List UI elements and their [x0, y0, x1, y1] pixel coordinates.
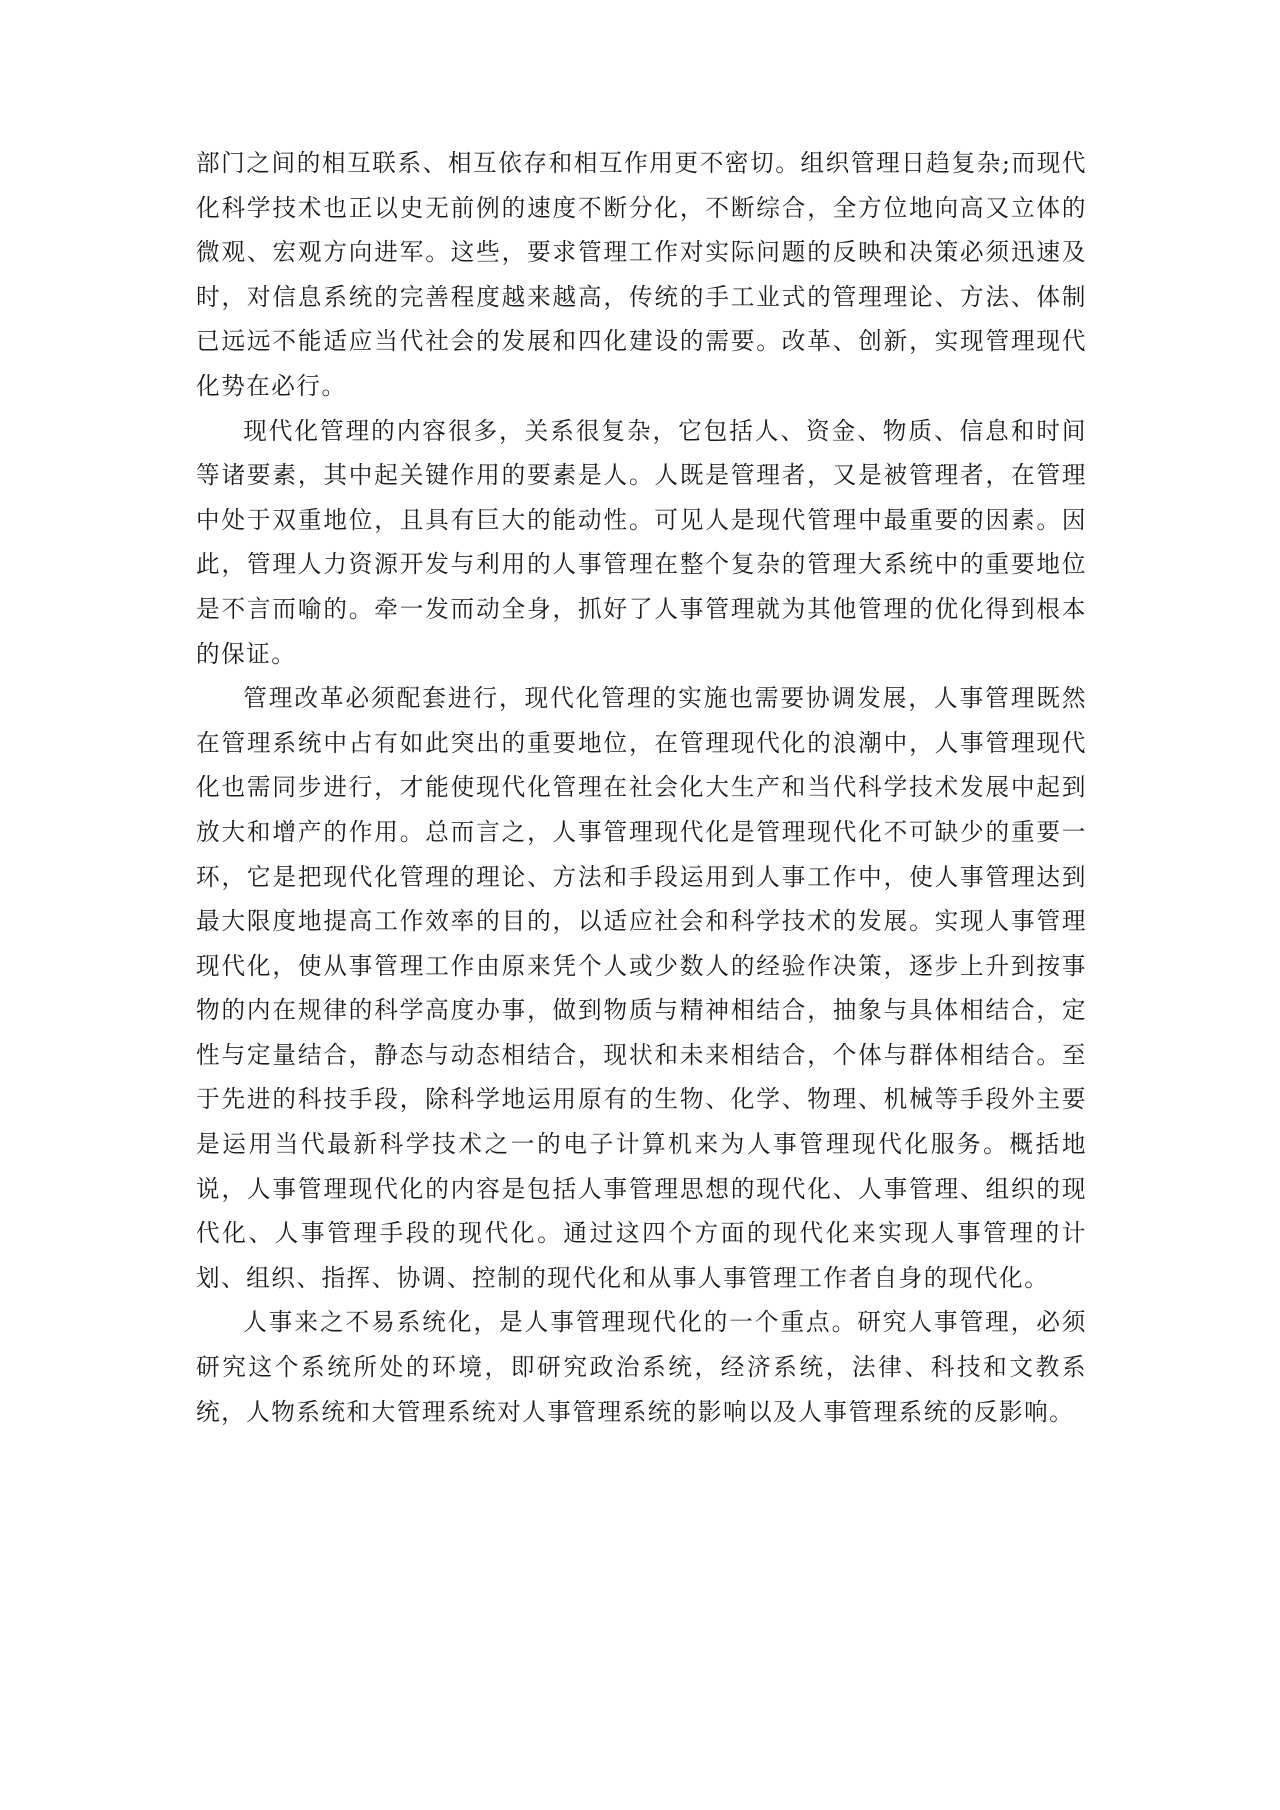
paragraph-3: 管理改革必须配套进行，现代化管理的实施也需要协调发展，人事管理既然在管理系统中占有如此突出的重要地位，在管理现代化的浪潮中，人事管理现代化也需同步进行，才能使现代化管理在社会化大生产和当代科学技术发展中起到放大和增产的作用。总而言之，人事管理现代化是管理现代化不可缺少的重要一环，它是把现代化管理的理论、方法和手段运用到人事工作中，使人事管理达到最大限度地提高工作效率的目的，以适应社会和科学技术的发展。实现人事管理现代化，使从事管理工作由原来凭个人或少数人的经验作决策，逐步上升到按事物的内在规律的科学高度办事，做到物质与精神相结合，抽象与具体相结合，定性与定量结合，静态与动态相结合，现状和未来相结合，个体与群体相结合。至于先进的科技手段，除科学地运用原有的生物、化学、物理、机械等手段外主要是运用当代最新科学技术之一的电子计算机来为人事管理现代化服务。概括地说，人事管理现代化的内容是包括人事管理思想的现代化、人事管理、组织的现代化、人事管理手段的现代化。通过这四个方面的现代化来实现人事管理的计划、组织、指挥、协调、控制的现代化和从事人事管理工作者自身的现代化。 [196, 684, 1087, 1292]
paragraph-1: 部门之间的相互联系、相互依存和相互作用更不密切。组织管理日趋复杂;而现代化科学技术也正以史无前例的速度不断分化，不断综合，全方位地向高又立体的微观、宏观方向进军。这些，要求管理工作对实际问题的反映和决策必须迅速及时，对信息系统的完善程度越来越高，传统的手工业式的管理理论、方法、体制已远远不能适应当代社会的发展和四化建设的需要。改革、创新，实现管理现代化势在必行。 [196, 149, 1087, 400]
document-body [196, 141, 1087, 1434]
paragraph-2: 现代化管理的内容很多，关系很复杂，它包括人、资金、物质、信息和时间等诸要素，其中起关键作用的要素是人。人既是管理者，又是被管理者，在管理中处于双重地位，且具有巨大的能动性。可见人是现代管理中最重要的因素。因此，管理人力资源开发与利用的人事管理在整个复杂的管理大系统中的重要地位是不言而喻的。牵一发而动全身，抓好了人事管理就为其他管理的优化得到根本的保证。 [196, 416, 1087, 668]
paragraph-4: 人事来之不易系统化，是人事管理现代化的一个重点。研究人事管理，必须研究这个系统所处的环境，即研究政治系统，经济系统，法律、科技和文教系统，人物系统和大管理系统对人事管理系统的影响以及人事管理系统的反影响。 [196, 1308, 1087, 1426]
